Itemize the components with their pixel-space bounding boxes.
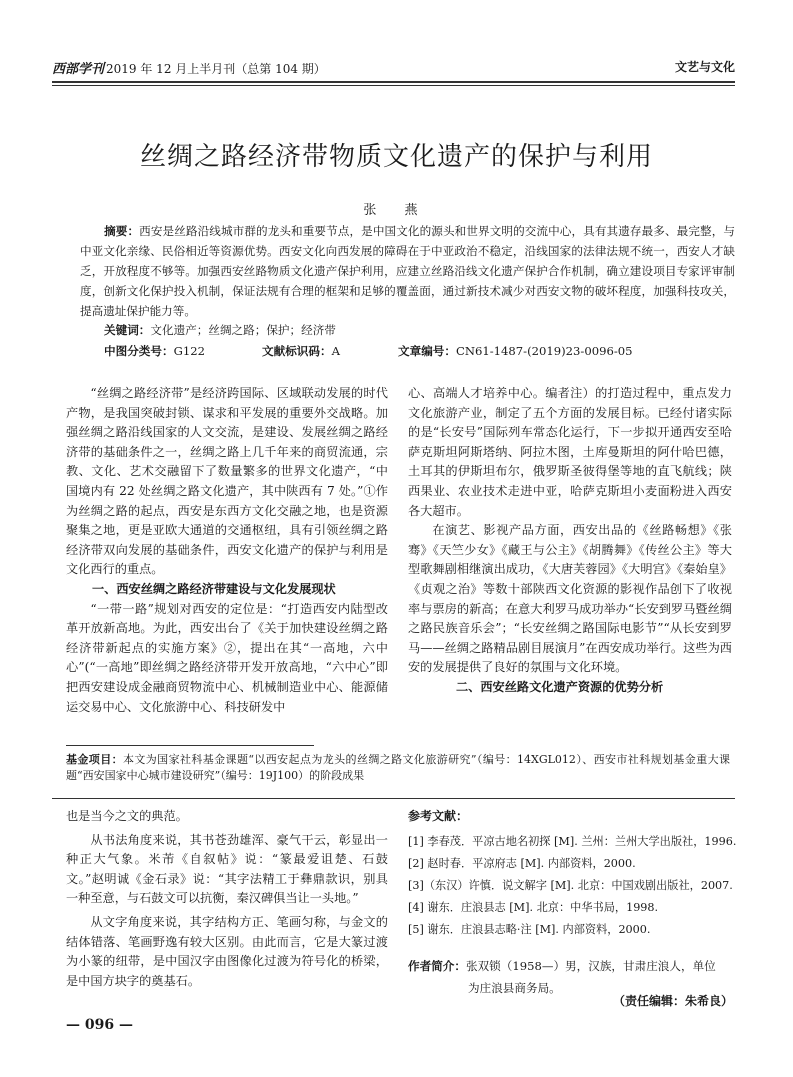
doc-code-label: 文献标识码： (262, 344, 332, 358)
article-separator (52, 798, 735, 799)
abstract (80, 221, 735, 321)
clc-value: G122 (173, 344, 205, 358)
body-paragraph: 也是当今之文的典范。 (66, 809, 188, 823)
section-label: 文艺与文化 (674, 60, 735, 74)
funding-text: 本文为国家社科基金课题“以西安起点为龙头的丝绸之路文化旅游研究”（编号：14XGL012）、西安市社科规划基金重大课题“西安国家中心城市建设研究”（编号：19J100）的阶段成果 (66, 753, 730, 782)
clc-code (104, 343, 205, 359)
abstract-label: 摘要： (104, 224, 140, 238)
prev-article-left-column (66, 807, 388, 991)
footnote-rule (66, 745, 314, 746)
abstract-text: 西安是丝路沿线城市群的龙头和重要节点，是中国文化的源头和世界文明的交流中心，具有其遗存最多、最完整，与中亚文化亲缘、民俗相近等资源优势。西安文化向西发展的障碍在于中亚政治不稳定，沿线国家的法律法规不统一，西安人才缺乏，开放程度不够等。加强西安丝路物质文化遗产保护利用，应建立丝路沿线文化遗产保护合作机制，确立建设项目专家评审制度，创新文化保护投入机制，保证法规有合理的框架和足够的覆盖面，通过新技术减少对西安文物的破坏程度，加强科技攻关，提高遗址保护能力等。 (80, 224, 735, 318)
bio-text: 张双锁（1958—）男，汉族，甘肃庄浪人，单位 (465, 958, 716, 973)
body-paragraph: 从文字角度来说，其字结构方正、笔画匀称，与金文的结体错落、笔画野逸有较大区别。由此而言，它是大篆过渡为小篆的纽带，是中国汉字由图像化过渡为符号化的桥梁，是中国方块字的奠基石。 (66, 914, 388, 988)
funding-footnote (66, 752, 730, 784)
bio-label: 作者简介： (408, 958, 466, 973)
keywords-label: 关键词： (104, 323, 151, 337)
doc-code-value: A (331, 344, 340, 358)
keywords (104, 322, 336, 338)
keywords-text: 文化遗产；丝绸之路；保护；经济带 (150, 323, 336, 337)
section-heading: 一、西安丝绸之路经济带建设与文化发展现状 (92, 581, 336, 596)
page-number: — 096 — (66, 1017, 133, 1033)
body-right-column (408, 384, 732, 698)
reference-item: [4] 谢东．庄浪县志 [M]. 北京：中华书局，1998. (408, 900, 659, 914)
reference-item: [2] 赵时春．平凉府志 [M]. 内部资料，2000. (408, 856, 636, 870)
journal-logo: 西部学刊 (52, 62, 105, 77)
article-number (398, 343, 633, 359)
reference-item: [3]（东汉）许慎．说文解字 [M]. 北京：中国戏剧出版社，2007. (408, 878, 733, 892)
clc-label: 中图分类号： (104, 344, 174, 358)
issue-info: 2019 年 12 月上半月刊（总第 104 期） (106, 62, 326, 76)
section-heading: 二、西安丝路文化遗产资源的优势分析 (456, 679, 664, 694)
document-code (262, 343, 340, 359)
article-title: 丝绸之路经济带物质文化遗产的保护与利用 (139, 142, 653, 172)
body-paragraph: “一带一路”规划对西安的定位是：“打造西安内陆型改革开放新高地。为此，西安出台了《关于加快建设丝绸之路经济带新起点的实施方案》②，提出在其“一高地，六中心”(“一高地”即丝绸之路经济带开发开放高地，“六中心”即把西安建设成金融商贸物流中心、机械制造业中心、能源储运交易中心、文化旅游中心、科技研发中 (66, 601, 388, 714)
body-paragraph: “丝绸之路经济带”是经济跨国际、区域联动发展的时代产物，是我国突破封锁、谋求和平发展的重要外交战略。加强丝绸之路沿线国家的人文交流，是建设、发展丝绸之路经济带的基础条件之一，丝绸之路上几千年来的商贸流通，宗教、文化、艺术交融留下了数量繁多的世界文化遗产，“中国境内有 22 处丝绸之路文化遗产，其中陕西有 7 处。”①作为丝绸之路的起点，西安是东西方文化交融之地，也是资源聚集之地，更是亚欧大通道的交通枢纽，具有引领丝绸之路经济带双向发展的基础条件，西安文化遗产的保护与利用是文化西行的重点。 (66, 386, 388, 577)
references-title: 参考文献： (408, 809, 469, 823)
article-author: 张 燕 (363, 203, 430, 218)
reference-item: [5] 谢东．庄浪县志略·注 [M]. 内部资料，2000. (408, 922, 651, 936)
article-no-value: CN61-1487-(2019)23-0096-05 (455, 344, 633, 358)
prev-article-right-column (408, 807, 737, 999)
header-rule-thin (52, 85, 735, 86)
bio-text-continued: 为庄浪县商务局。 (468, 980, 561, 995)
article-no-label: 文章编号： (398, 344, 456, 358)
body-left-column (66, 384, 388, 717)
header-rule (52, 81, 735, 83)
reference-item: [1] 李春茂．平凉古地名初探 [M]. 兰州：兰州大学出版社，1996. (408, 834, 737, 848)
body-paragraph: 在演艺、影视产品方面，西安出品的《丝路畅想》《张骞》《天竺少女》《藏王与公主》《胡腾舞》《传丝公主》等大型歌舞剧相继演出成功，《大唐芙蓉园》《大明宫》《秦始皇》《贞观之治》等数十部陕西文化资源的影视作品创下了收视率与票房的新高；在意大利罗马成功举办“长安到罗马暨丝绸之路民族音乐会”；“长安丝绸之路国际电影节”“从长安到罗马——丝绸之路精品剧目展演月”在西安成功举行。这些为西安的发展提供了良好的氛围与文化环境。 (408, 523, 732, 675)
funding-label: 基金项目： (66, 753, 123, 766)
body-paragraph: 心、高端人才培养中心。编者注）的打造过程中，重点发力文化旅游产业，制定了五个方面的发展目标。已经付诸实际的是“长安号”国际列车常态化运行，下一步拟开通西安至哈萨克斯坦阿斯塔纳、阿拉木图，土库曼斯坦的阿什哈巴德，土耳其的伊斯坦布尔，俄罗斯圣彼得堡等地的直飞航线；陕西果业、农业技术走进中亚，哈萨克斯坦小麦面粉进入西安各大超市。 (408, 386, 732, 518)
responsible-editor: （责任编辑：朱希良） (612, 994, 733, 1008)
body-paragraph: 从书法角度来说，其书苍劲雄浑、豪气干云，彰显出一种正大气象。米芾《自叙帖》说：“篆最爱诅楚、石鼓文。”赵明诚《金石录》说：“其字法精工于彝鼎款识，别具一种至意，与石鼓文可以抗衡，秦汉碑俱当让一头地。” (66, 832, 388, 906)
